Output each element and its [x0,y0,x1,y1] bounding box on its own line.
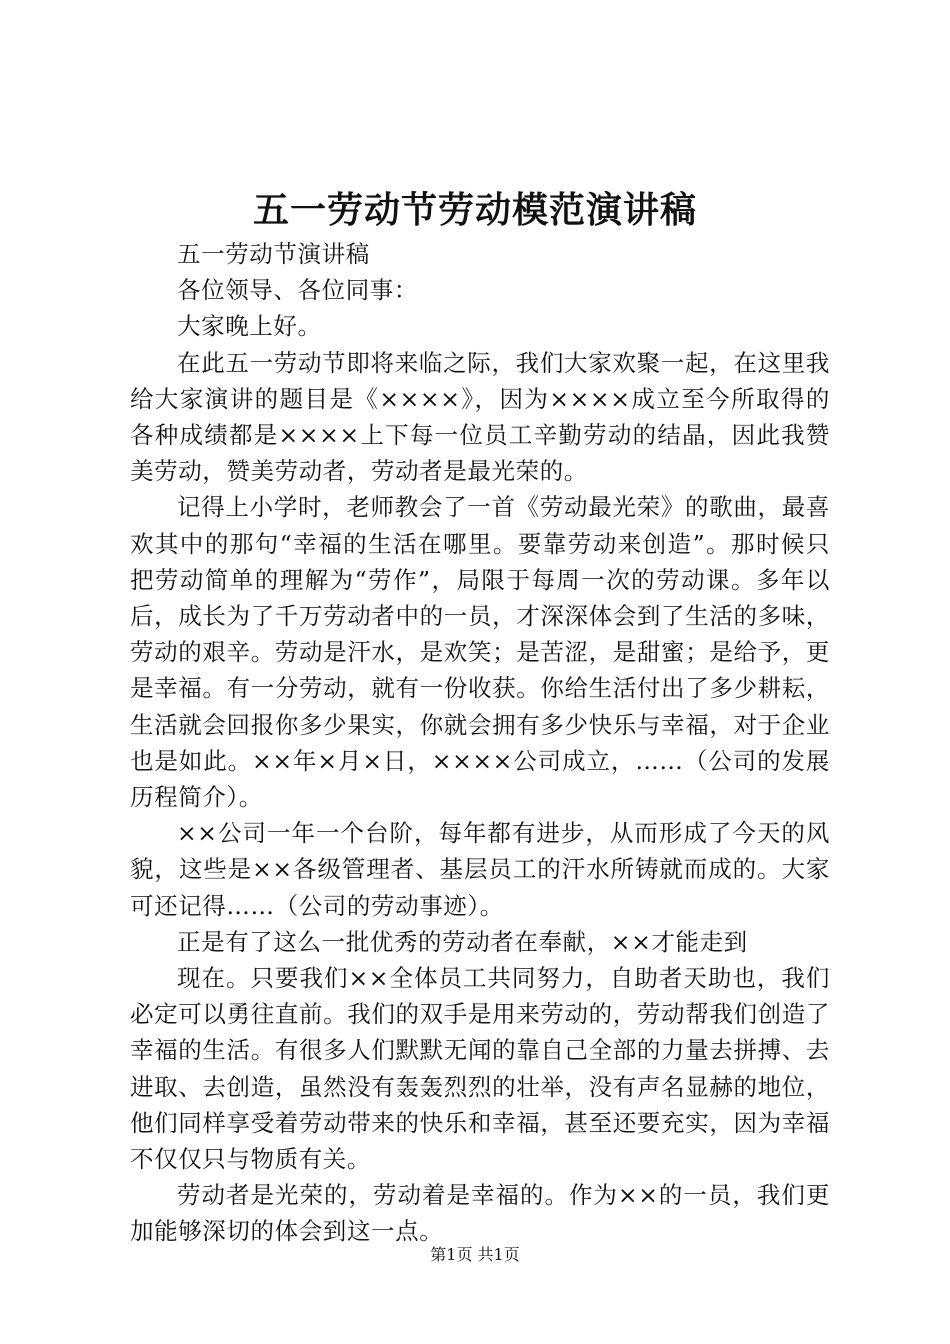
paragraph-greeting: 大家晚上好。 [177,312,322,341]
paragraph-company-progress: ××公司一年一个台阶，每年都有进步，从而形成了今天的风貌，这些是××各级管理者、基层员工的汗水所铸就而成的。大家可还记得……（公司的劳动事迹）。 [130,819,830,920]
paragraph-effort: 现在。只要我们××全体员工共同努力，自助者天助也，我们必定可以勇往直前。我们的双手是用来劳动的，劳动帮我们创造了幸福的生活。有很多人们默默无闻的靠自己全部的力量去拼搏、去进取、去创造，虽然没有轰轰烈烈的壮举，没有声名显赫的地位，他们同样享受着劳动带来的快乐和幸福，甚至还要充实，因为幸福不仅仅只与物质有关。 [130,964,830,1174]
document-title: 五一劳动节劳动模范演讲稿 [252,189,697,231]
paragraph-conclusion: 劳动者是光荣的，劳动着是幸福的。作为××的一员，我们更加能够深切的体会到这一点。 [130,1181,830,1246]
paragraph-salutation: 各位领导、各位同事： [177,276,418,305]
paragraph-subtitle: 五一劳动节演讲稿 [177,240,370,268]
paragraph-memory: 记得上小学时，老师教会了一首《劳动最光荣》的歌曲，最喜欢其中的那句“幸福的生活在哪里。要靠劳动来创造”。那时候只把劳动简单的理解为“劳作”，局限于每周一次的劳动课。多年以后，成长为了千万劳动者中的一员，才深深体会到了生活的多味，劳动的艰辛。劳动是汗水，是欢笑；是苦涩，是甜蜜；是给予，更是幸福。有一分劳动，就有一份收获。你给生活付出了多少耕耘，生活就会回报你多少果实，你就会拥有多少快乐与幸福，对于企业也是如此。××年×月×日，××××公司成立，……（公司的发展历程简介）。 [130,493,830,812]
paragraph-intro: 在此五一劳动节即将来临之际，我们大家欢聚一起，在这里我给大家演讲的题目是《××××》，因为××××成立至今所取得的各种成绩都是××××上下每一位员工辛勤劳动的结晶，因此我赞美劳动，赞美劳动者，劳动者是最光荣的。 [130,348,830,486]
document-body [130,236,830,1250]
page-footer: 第1页 共1页 [430,1245,520,1264]
paragraph-dedication: 正是有了这么一批优秀的劳动者在奉献，××才能走到 [177,927,748,956]
